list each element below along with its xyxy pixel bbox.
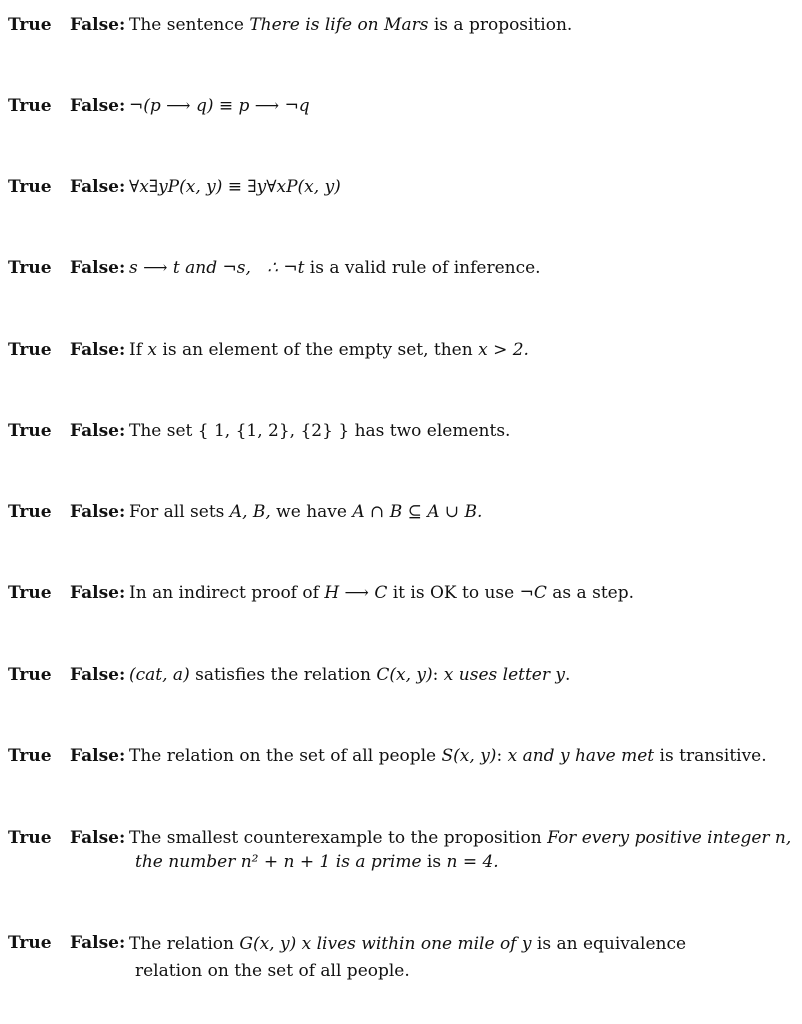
- statement-math: ¬C: [519, 583, 547, 603]
- statement-math: For every positive integer n,: [547, 828, 792, 848]
- false-option[interactable]: False:: [70, 96, 126, 116]
- statement-math: the number n² + n + 1 is a prime: [135, 852, 422, 872]
- statement-text: The relation: [129, 934, 240, 954]
- true-option[interactable]: True: [8, 258, 52, 278]
- statement-text: it is OK to use: [387, 583, 520, 603]
- question-statement: [129, 175, 789, 199]
- statement-math: There is life on Mars: [249, 15, 429, 35]
- true-option[interactable]: True: [8, 502, 52, 522]
- true-option[interactable]: True: [8, 933, 52, 953]
- question-statement: [129, 419, 789, 443]
- question-statement: [129, 338, 789, 362]
- statement-math: s ⟶ t and ¬s,: [129, 258, 251, 278]
- true-option[interactable]: True: [8, 665, 52, 685]
- false-option[interactable]: False:: [70, 828, 126, 848]
- true-option[interactable]: True: [8, 421, 52, 441]
- statement-text: is: [421, 852, 447, 872]
- false-option[interactable]: False:: [70, 933, 126, 953]
- statement-text: In an indirect proof of: [129, 583, 325, 603]
- statement-math: A ∩ B ⊆ A ∪ B.: [352, 502, 483, 522]
- question-statement: [129, 581, 789, 605]
- statement-continuation: relation on the set of all people.: [135, 961, 410, 981]
- question-statement: [129, 94, 789, 118]
- question-statement: [129, 744, 789, 768]
- statement-text: is transitive.: [654, 746, 767, 766]
- false-option[interactable]: False:: [70, 340, 126, 360]
- statement-math: x and y have met: [507, 746, 655, 766]
- statement-text: The sentence: [129, 15, 250, 35]
- statement-text: is a valid rule of inference.: [304, 258, 541, 278]
- statement-math: S(x, y): [441, 746, 497, 766]
- statement-continuation: [129, 850, 789, 874]
- statement-text: The relation on the set of all people: [129, 746, 442, 766]
- statement-math: x uses letter y: [443, 665, 565, 685]
- statement-text: The set { 1, {1, 2}, {2} } has two elements.: [129, 421, 511, 441]
- statement-math: n = 4.: [446, 852, 499, 872]
- false-option[interactable]: False:: [70, 258, 126, 278]
- question-statement: [129, 13, 789, 37]
- true-false-choices: [8, 338, 126, 362]
- statement-text: is an element of the empty set, then: [157, 340, 479, 360]
- true-false-choices: [8, 419, 126, 443]
- true-option[interactable]: True: [8, 177, 52, 197]
- true-false-choices: [8, 13, 126, 37]
- false-option[interactable]: False:: [70, 583, 126, 603]
- true-false-choices: [8, 175, 126, 199]
- true-false-choices: [8, 581, 126, 605]
- statement-math: ¬(p ⟶ q) ≡ p ⟶ ¬q: [129, 96, 310, 116]
- statement-text: is a proposition.: [428, 15, 573, 35]
- question-statement: [129, 931, 789, 985]
- true-option[interactable]: True: [8, 96, 52, 116]
- true-false-choices: [8, 256, 126, 280]
- question-statement: [129, 826, 792, 874]
- statement-math: x > 2.: [478, 340, 529, 360]
- false-option[interactable]: False:: [70, 665, 126, 685]
- statement-math: G(x, y): [239, 934, 297, 954]
- statement-math: H ⟶ C: [324, 583, 388, 603]
- true-option[interactable]: True: [8, 828, 52, 848]
- statement-text: :: [432, 665, 444, 685]
- true-false-choices: [8, 931, 126, 955]
- statement-math: (cat, a): [129, 665, 190, 685]
- true-option[interactable]: True: [8, 15, 52, 35]
- statement-text: as a step.: [546, 583, 634, 603]
- true-false-choices: [8, 663, 126, 687]
- statement-text: satisfies the relation: [189, 665, 377, 685]
- true-false-choices: [8, 826, 126, 850]
- question-statement: [129, 256, 789, 280]
- statement-text: The smallest counterexample to the proposition: [129, 828, 548, 848]
- statement-math: ∴ ¬t: [267, 258, 305, 278]
- statement-math: C(x, y): [376, 665, 433, 685]
- true-false-choices: [8, 94, 126, 118]
- statement-math: x lives within one mile of y: [301, 934, 532, 954]
- statement-text: For all sets: [129, 502, 230, 522]
- false-option[interactable]: False:: [70, 177, 126, 197]
- true-false-choices: [8, 744, 126, 768]
- false-option[interactable]: False:: [70, 502, 126, 522]
- statement-text: is an equivalence: [531, 934, 687, 954]
- true-option[interactable]: True: [8, 583, 52, 603]
- statement-text: :: [496, 746, 508, 766]
- statement-text: we have: [270, 502, 353, 522]
- true-option[interactable]: True: [8, 746, 52, 766]
- statement-math: ∀x∃yP(x, y) ≡ ∃y∀xP(x, y): [129, 177, 341, 197]
- false-option[interactable]: False:: [70, 421, 126, 441]
- false-option[interactable]: False:: [70, 15, 126, 35]
- true-false-choices: [8, 500, 126, 524]
- statement-text: If: [129, 340, 148, 360]
- false-option[interactable]: False:: [70, 746, 126, 766]
- question-statement: [129, 663, 789, 687]
- statement-math: x: [147, 340, 158, 360]
- statement-text: .: [565, 665, 571, 685]
- statement-math: A, B,: [229, 502, 271, 522]
- true-option[interactable]: True: [8, 340, 52, 360]
- question-statement: [129, 500, 789, 524]
